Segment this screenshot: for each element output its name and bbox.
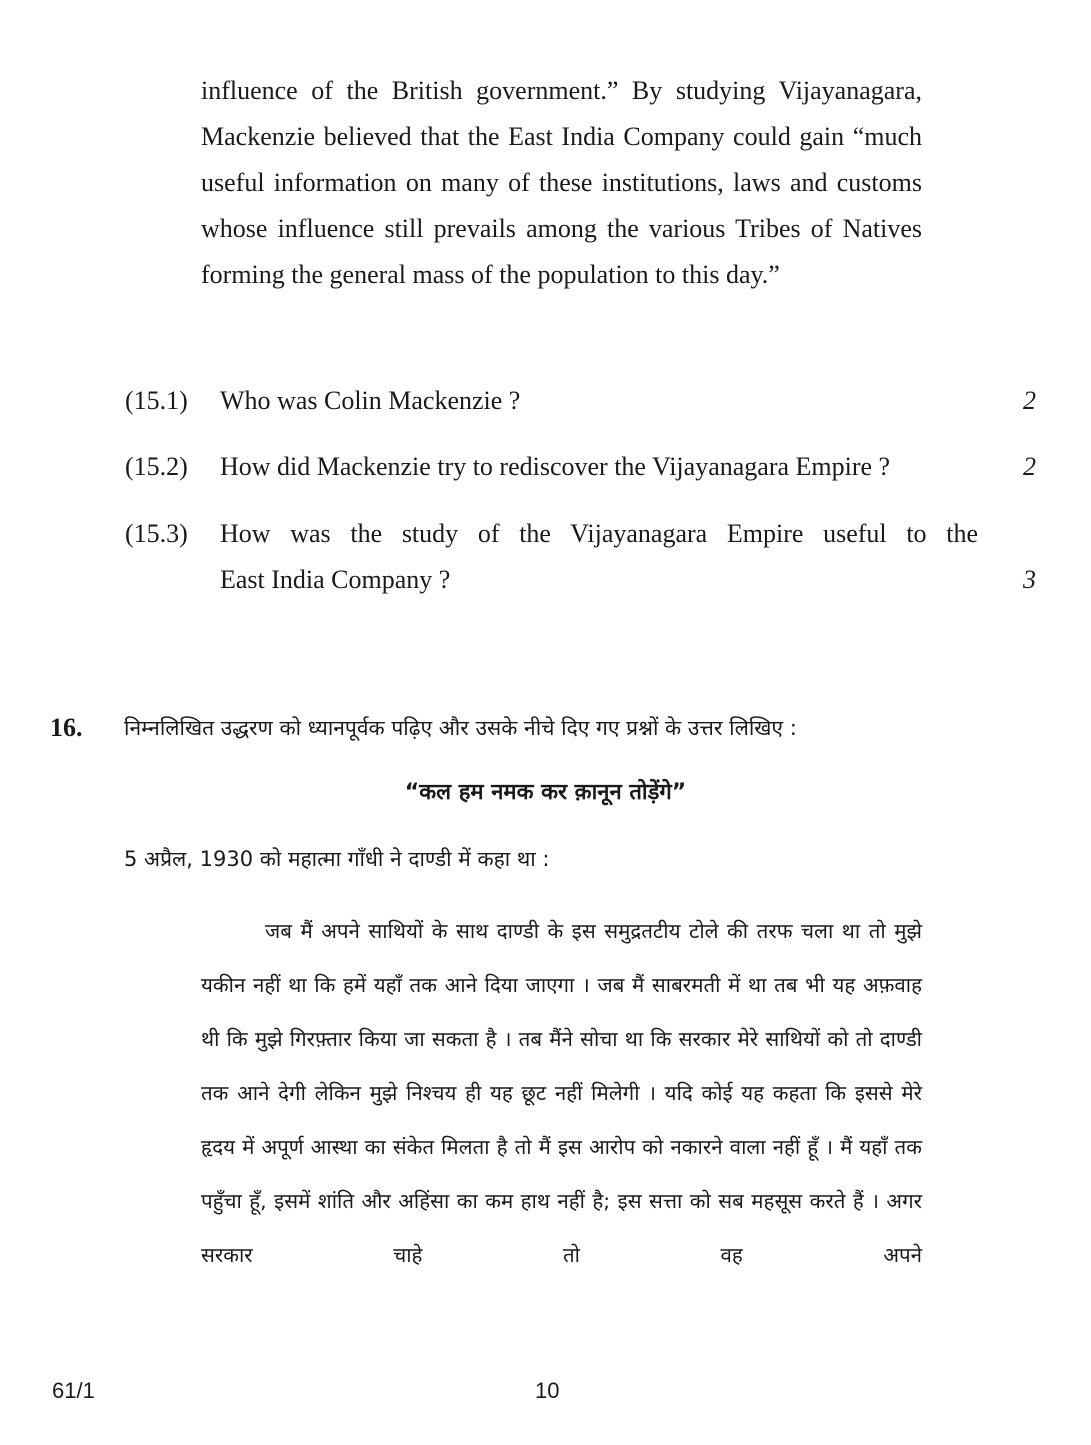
question-16-number: 16.	[50, 713, 83, 742]
question-text-line-2: East India Company ?	[220, 565, 451, 594]
question-number: (15.2)	[125, 452, 188, 481]
paper-code: 61/1	[52, 1378, 95, 1403]
question-15-3	[0, 511, 1091, 603]
english-passage: influence of the British government.” By studying Vijayanagara, Mackenzie believed that the East India Company could gain “much useful information on many of these institutions, laws and customs whose influence still prevails among the various Tribes of Natives forming the general mass of the population to this day.”	[201, 76, 922, 289]
question-15-2	[0, 444, 1091, 490]
passage-intro: 5 अप्रैल, 1930 को महात्मा गाँधी ने दाण्डी में कहा था :	[124, 847, 550, 871]
page-number: 10	[535, 1378, 560, 1403]
passage-title: “कल हम नमक कर क़ानून तोड़ेंगे”	[404, 780, 687, 805]
question-text-line-1: How was the study of the Vijayanagara Empire useful to the	[220, 519, 978, 548]
question-15-1	[0, 378, 1091, 424]
question-marks: 2	[1023, 452, 1036, 481]
question-marks: 2	[1023, 386, 1036, 415]
question-number: (15.1)	[125, 386, 188, 415]
question-text: How did Mackenzie try to rediscover the Vijayanagara Empire ?	[220, 452, 891, 481]
question-marks: 3	[1023, 565, 1036, 594]
question-16-instruction: निम्नलिखित उद्धरण को ध्यानपूर्वक पढ़िए और उसके नीचे दिए गए प्रश्नों के उत्तर लिखिए :	[124, 716, 797, 740]
question-number: (15.3)	[125, 519, 188, 548]
question-text: Who was Colin Mackenzie ?	[220, 386, 521, 415]
hindi-passage: जब मैं अपने साथियों के साथ दाण्डी के इस समुद्रतटीय टोले की तरफ चला था तो मुझे यकीन नहीं था कि हमें यहाँ तक आने दिया जाएगा । जब मैं साबरमती में था तब भी यह अफ़वाह थी कि मुझे गिरफ़्तार किया जा सकता है । तब मैंने सोचा था कि सरकार मेरे साथियों को तो दाण्डी तक आने देगी लेकिन मुझे निश्चय ही यह छूट नहीं मिलेगी । यदि कोई यह कहता कि इससे मेरे हृदय में अपूर्ण आस्था का संकेत मिलता है तो मैं इस आरोप को नकारने वाला नहीं हूँ । मैं यहाँ तक पहुँचा हूँ, इसमें शांति और अहिंसा का कम हाथ नहीं है; इस सत्ता को सब महसूस करते हैं । अगर सरकार चाहे तो वह अपने	[201, 919, 922, 1267]
